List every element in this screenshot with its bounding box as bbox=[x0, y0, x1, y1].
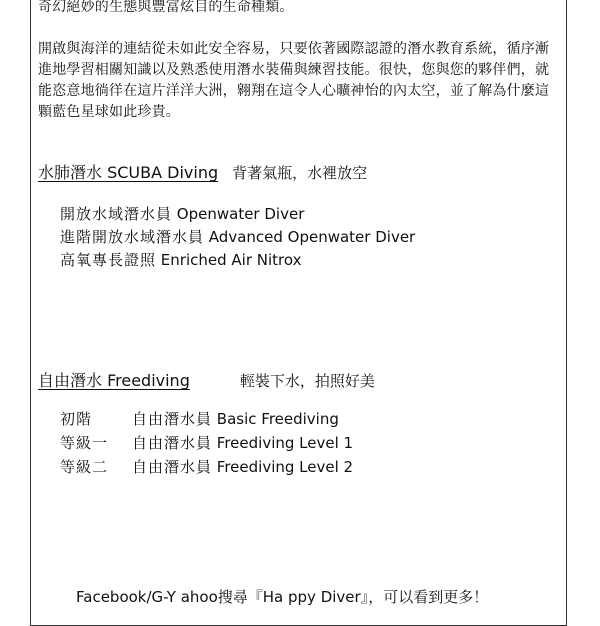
freediving-tagline: 輕裝下水，拍照好美 bbox=[239, 372, 375, 390]
course-name-en: Enriched Air Nitrox bbox=[160, 251, 302, 269]
course-level: 初階 bbox=[60, 410, 93, 428]
course-name-zh: 進階開放水域潛水員 bbox=[60, 228, 205, 246]
freediving-title: 自由潛水 Freediving bbox=[38, 371, 190, 390]
scuba-course-nitrox bbox=[60, 249, 301, 271]
freediving-course-level-2 bbox=[60, 456, 353, 478]
course-name-en: Advanced Openwater Diver bbox=[208, 228, 416, 246]
course-name-zh: 開放水域潛水員 bbox=[60, 205, 173, 223]
course-name-zh: 自由潛水員 bbox=[132, 434, 213, 452]
scuba-tagline: 背著氣瓶，水裡放空 bbox=[232, 164, 368, 182]
course-name-zh: 自由潛水員 bbox=[132, 410, 213, 428]
course-name-en: Basic Freediving bbox=[216, 410, 339, 428]
scuba-section-title bbox=[38, 160, 367, 183]
course-level: 等級一 bbox=[60, 434, 109, 452]
freediving-section-title bbox=[38, 368, 375, 391]
footer-note: Facebook/G-Y ahoo搜尋『Ha ppy Diver』，可以看到更多！ bbox=[76, 588, 489, 606]
freediving-course-level-1 bbox=[60, 432, 353, 454]
scuba-course-advanced bbox=[60, 226, 415, 248]
course-name-en: Openwater Diver bbox=[176, 205, 305, 223]
course-name-en: Freediving Level 2 bbox=[216, 458, 354, 476]
course-name-zh: 高氧專長證照 bbox=[60, 251, 157, 269]
intro-paragraph: 開啟與海洋的連結從未如此安全容易，只要依著國際認證的潛水教育系統，循序漸進地學習相關知識以及熟悉使用潛水裝備與練習技能。很快，您與您的夥伴們，就能恣意地徜徉在這片洋洋大洲，翱翔在這令人心曠神怡的內太空，並了解為什麼這顆藍色星球如此珍貴。 bbox=[38, 41, 550, 120]
scuba-course-openwater bbox=[60, 203, 304, 225]
intro-line-top: 奇幻絕妙的生態與豐富炫目的生命種類。 bbox=[38, 0, 294, 15]
course-name-zh: 自由潛水員 bbox=[132, 458, 213, 476]
course-name-en: Freediving Level 1 bbox=[216, 434, 354, 452]
freediving-course-basic bbox=[60, 408, 339, 430]
course-level: 等級二 bbox=[60, 458, 109, 476]
scuba-title: 水肺潛水 SCUBA Diving bbox=[38, 163, 219, 182]
